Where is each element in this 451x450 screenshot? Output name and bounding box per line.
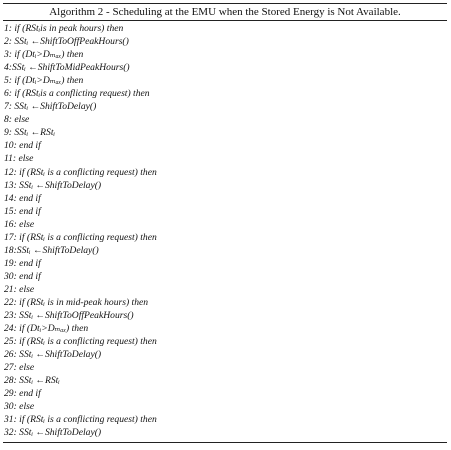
algorithm-line: 15: end if (4, 205, 41, 217)
algorithm-line: 23: SStᵢ ←ShiftToOffPeakHours() (4, 310, 134, 322)
algorithm-title: Algorithm 2 - Scheduling at the EMU when the Stored Energy is Not Available. (49, 6, 401, 18)
algorithm-line: 1: if (RStᵢis in peak hours) then (4, 23, 124, 34)
algorithm-line: 26: SStᵢ ←ShiftToDelay() (4, 349, 102, 361)
algorithm-line: 18:SStᵢ ←ShiftToDelay() (4, 244, 99, 256)
algorithm-line: 6: if (RStᵢis a conflicting request) then (4, 88, 150, 100)
algorithm-line: 11: else (4, 153, 34, 165)
algorithm-line: 30: end if (4, 270, 41, 282)
algorithm-line: 3: if (Dtᵢ>Dₘₐₓ) then (4, 49, 84, 61)
algorithm-line: 16: else (4, 218, 35, 230)
algorithm-line: 2: SStᵢ ←ShiftToOffPeakHours() (4, 36, 129, 48)
algorithm-line: 21: else (4, 283, 35, 295)
algorithm-box (3, 3, 447, 443)
algorithm-line: 4:SStᵢ ←ShiftToMidPeakHours() (4, 62, 130, 74)
algorithm-line: 12: if (RStᵢ is a conflicting request) then (4, 166, 157, 178)
algorithm-line: 14: end if (4, 192, 41, 204)
algorithm-line: 7: SStᵢ ←ShiftToDelay() (4, 101, 97, 113)
algorithm-line: 17: if (RStᵢ is a conflicting request) then (4, 231, 157, 243)
algorithm-line: 13: SStᵢ ←ShiftToDelay() (4, 179, 102, 191)
algorithm-line: 9: SStᵢ ←RStᵢ (4, 127, 55, 139)
algorithm-line: 32: SStᵢ ←ShiftToDelay() (4, 427, 102, 439)
algorithm-line: 29: end if (4, 388, 41, 400)
algorithm-line: 28: SStᵢ ←RStᵢ (4, 375, 60, 387)
algorithm-line: 5: if (Dtᵢ>Dₘₐₓ) then (4, 75, 84, 87)
algorithm-lines (4, 22, 157, 440)
algorithm-line: 19: end if (4, 257, 41, 269)
algorithm-line: 31: if (RStᵢ is a conflicting request) then (4, 414, 157, 426)
algorithm-line: 10: end if (4, 140, 41, 152)
algorithm-line: 25: if (RStᵢ is a conflicting request) then (4, 336, 157, 348)
algorithm-line: 8: else (4, 114, 30, 126)
algorithm-line: 27: else (4, 362, 35, 374)
algorithm-line: 22: if (RStᵢ is in mid-peak hours) then (4, 296, 149, 308)
algorithm-line: 30: else (4, 401, 35, 413)
algorithm-line: 24: if (Dtᵢ>Dₘₐₓ) then (4, 323, 89, 335)
title-divider (3, 20, 447, 21)
